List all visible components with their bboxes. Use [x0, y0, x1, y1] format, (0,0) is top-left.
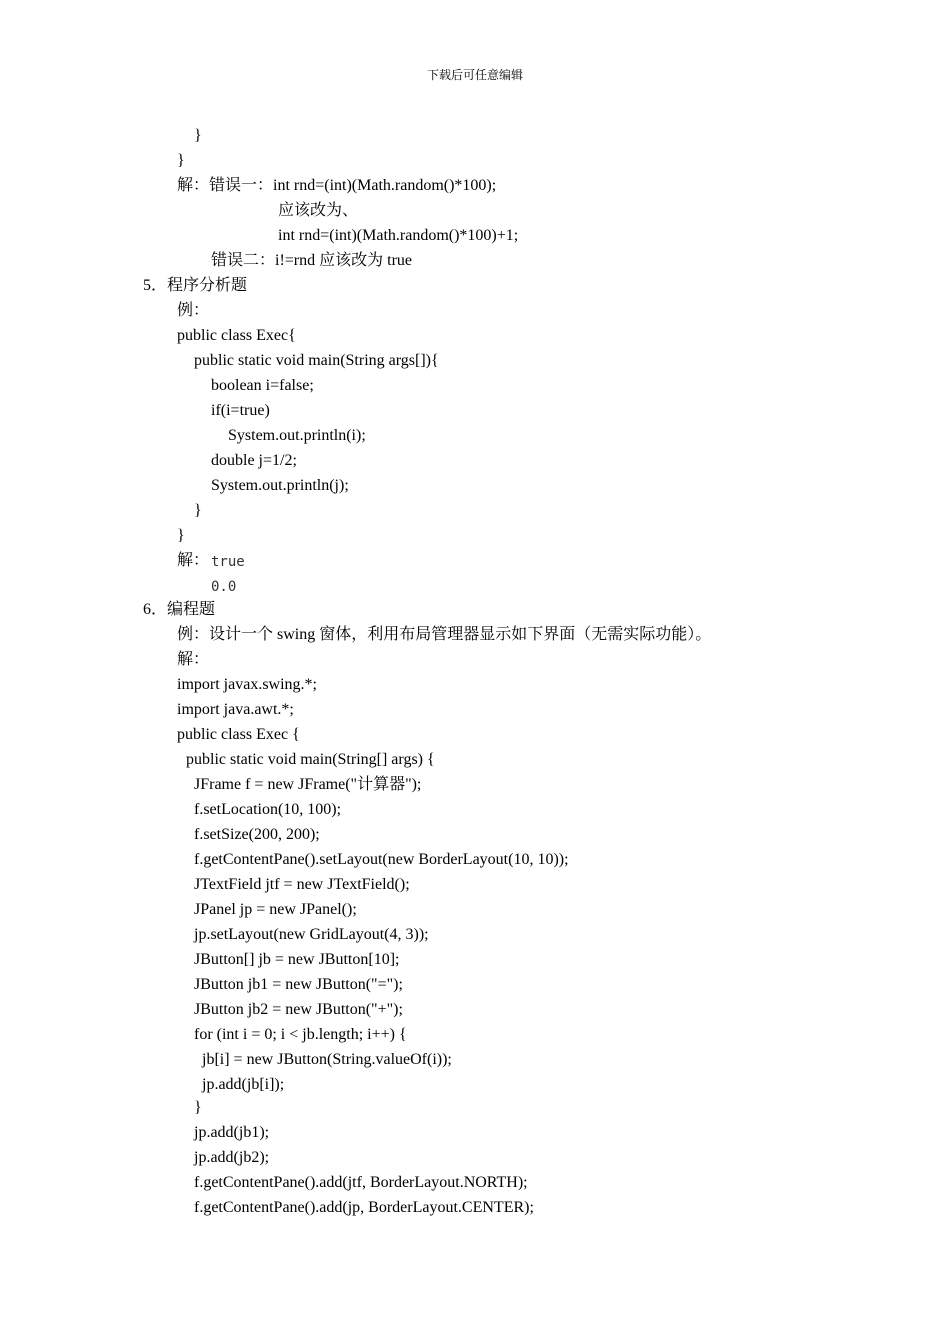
text-line: f.getContentPane().setLayout(new BorderLayout(10, 10)); — [194, 851, 569, 868]
text-line: jp.add(jb[i]); — [202, 1076, 285, 1093]
text-line: import javax.swing.*; — [177, 676, 317, 693]
text-line: 解： — [177, 651, 210, 668]
text-line: 例：设计一个 swing 窗体，利用布局管理器显示如下界面（无需实际功能）。 — [177, 626, 712, 643]
text-line: import java.awt.*; — [177, 701, 294, 718]
text-line: jb[i] = new JButton(String.valueOf(i)); — [202, 1051, 452, 1068]
text-line: 错误二：i!=rnd 应该改为 true — [211, 252, 413, 269]
text-line: System.out.println(i); — [228, 427, 366, 444]
text-line: f.setSize(200, 200); — [194, 826, 320, 843]
text-line: 应该改为、 — [278, 202, 359, 219]
text-line: f.setLocation(10, 100); — [194, 801, 342, 818]
text-line: public static void main(String args[]){ — [194, 352, 439, 369]
text-line: jp.setLayout(new GridLayout(4, 3)); — [194, 926, 429, 943]
text-line: } — [194, 502, 202, 519]
text-line: JButton jb1 = new JButton("="); — [194, 976, 403, 993]
text-line: f.getContentPane().add(jp, BorderLayout.CENTER); — [194, 1199, 534, 1216]
page-header: 下载后可任意编辑 — [426, 68, 523, 82]
text-line: JFrame f = new JFrame("计算器"); — [194, 776, 422, 793]
text-line: if(i=true) — [211, 402, 270, 419]
text-line: JPanel jp = new JPanel(); — [194, 901, 357, 918]
text-line: jp.add(jb1); — [194, 1124, 270, 1141]
text-line: JTextField jtf = new JTextField(); — [194, 876, 410, 893]
text-line: 0.0 — [211, 579, 237, 595]
text-line: 解：错误一：int rnd=(int)(Math.random()*100); — [177, 177, 497, 194]
text-line: public static void main(String[] args) { — [186, 751, 435, 768]
text-line: public class Exec{ — [177, 327, 296, 344]
text-line: int rnd=(int)(Math.random()*100)+1; — [278, 227, 519, 244]
text-line: true — [211, 554, 245, 570]
text-line: JButton jb2 = new JButton("+"); — [194, 1001, 403, 1018]
text-line: 5．程序分析题 — [143, 277, 248, 294]
text-line: } — [194, 1099, 202, 1116]
text-line: boolean i=false; — [211, 377, 314, 394]
text-line: for (int i = 0; i < jb.length; i++) { — [194, 1026, 407, 1043]
text-line: 6．编程题 — [143, 601, 216, 618]
text-line: } — [177, 152, 185, 169]
text-line: JButton[] jb = new JButton[10]; — [194, 951, 400, 968]
text-line: } — [194, 127, 202, 144]
text-line: jp.add(jb2); — [194, 1149, 270, 1166]
text-line: f.getContentPane().add(jtf, BorderLayout.NORTH); — [194, 1174, 528, 1191]
text-line: public class Exec { — [177, 726, 300, 743]
text-line: 解： — [177, 552, 210, 569]
text-line: 例： — [177, 302, 210, 319]
text-line: double j=1/2; — [211, 452, 297, 469]
text-line: System.out.println(j); — [211, 477, 349, 494]
text-line: } — [177, 527, 185, 544]
